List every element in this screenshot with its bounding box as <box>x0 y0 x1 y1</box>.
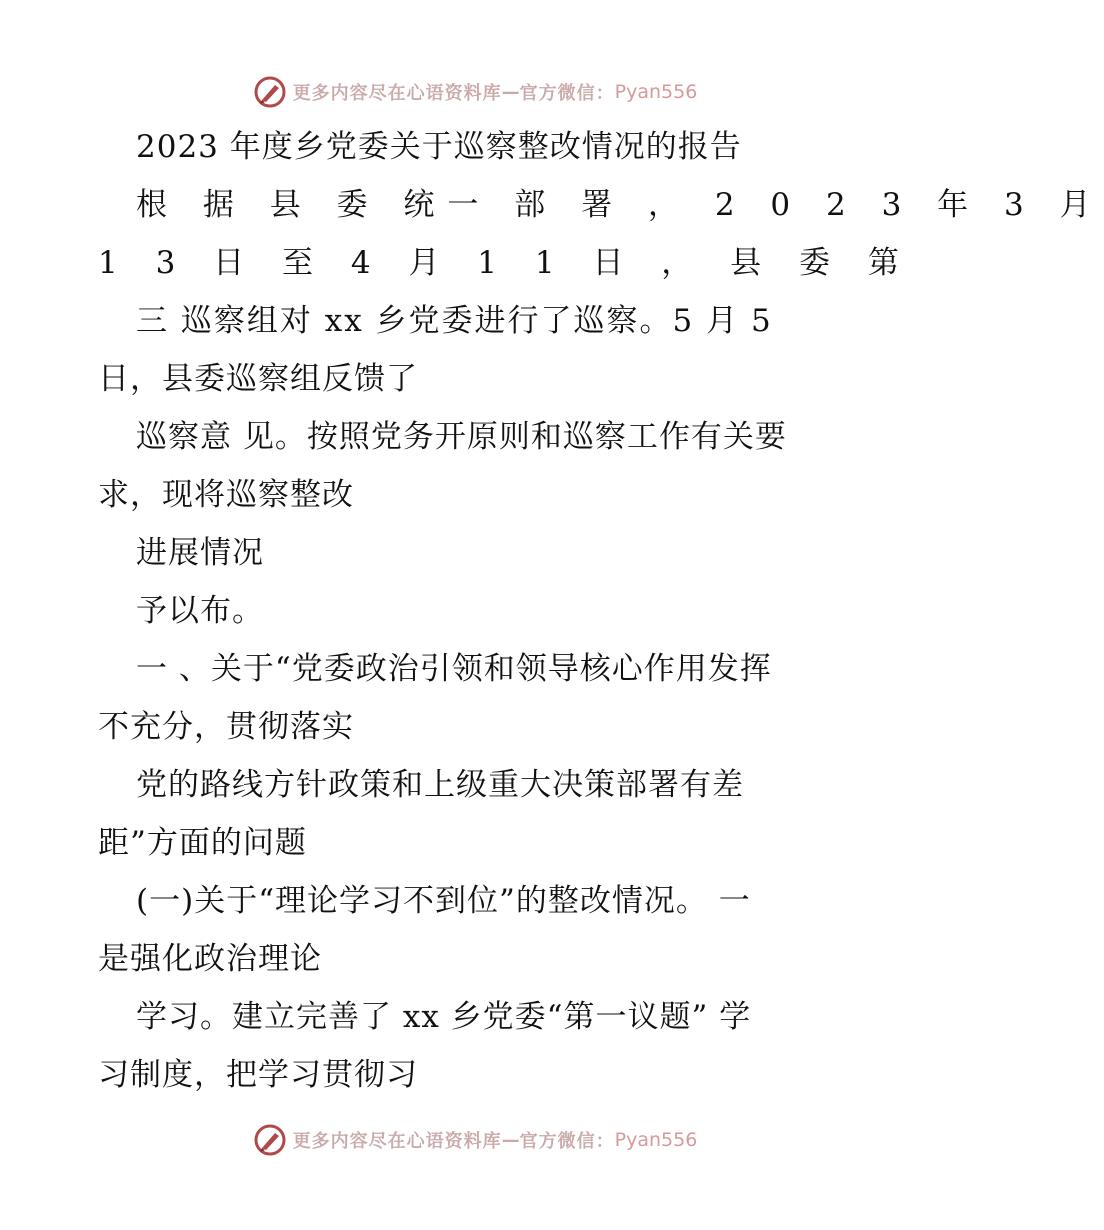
paragraph-line: 党的路线方针政策和上级重大决策部署有差 <box>136 767 744 803</box>
banner-wechat-id: Pyan556 <box>614 81 698 103</box>
document-body <box>98 118 1104 1104</box>
banner-dash: — <box>501 81 520 103</box>
document-title: 2023 年度乡党委关于巡察整改情况的报告 <box>136 129 742 165</box>
paragraph-line: 习制度，把学习贯彻习 <box>98 1057 418 1093</box>
pen-logo-icon <box>253 75 287 109</box>
banner-wechat-label: 官方微信： <box>519 83 615 104</box>
paragraph-line: 距”方面的问题 <box>98 825 307 861</box>
paragraph-line: 是强化政治理论 <box>98 941 322 977</box>
paragraph-line: 三 巡察组对 xx 乡党委进行了巡察。5 月 5 <box>136 303 773 339</box>
paragraph-line: 学习。建立完善了 xx 乡党委“第一议题” 学 <box>136 999 752 1035</box>
header-watermark-banner <box>0 72 950 112</box>
banner-dash: — <box>501 1129 520 1151</box>
section-heading: 一 、关于“党委政治引领和领导核心作用发挥 <box>136 651 772 687</box>
footer-watermark-banner <box>0 1120 950 1160</box>
paragraph-line: 求，现将巡察整改 <box>98 477 354 513</box>
banner-wechat-label: 官方微信： <box>519 1131 615 1152</box>
paragraph-line: 巡察意 见。按照党务开原则和巡察工作有关要 <box>136 419 787 455</box>
paragraph-line: 不充分，贯彻落实 <box>98 709 354 745</box>
pen-logo-icon <box>253 1123 287 1157</box>
banner-wechat-id: Pyan556 <box>614 1129 698 1151</box>
paragraph-line: 1 3 日 至 4 月 1 1 日 ， 县 委 第 <box>98 245 913 281</box>
banner-text: 更多内容尽在心语资料库 <box>292 1131 502 1152</box>
paragraph-line: 予以布。 <box>136 593 264 629</box>
paragraph-line: 日，县委巡察组反馈了 <box>98 361 418 397</box>
banner-text: 更多内容尽在心语资料库 <box>292 83 502 104</box>
paragraph-line: 进展情况 <box>136 535 264 571</box>
subsection-heading: (一)关于“理论学习不到位”的整改情况。 一 <box>136 883 751 919</box>
paragraph-line: 根 据 县 委 统一 部 署 ， 2 0 2 3 年 3 月 <box>136 187 1104 223</box>
